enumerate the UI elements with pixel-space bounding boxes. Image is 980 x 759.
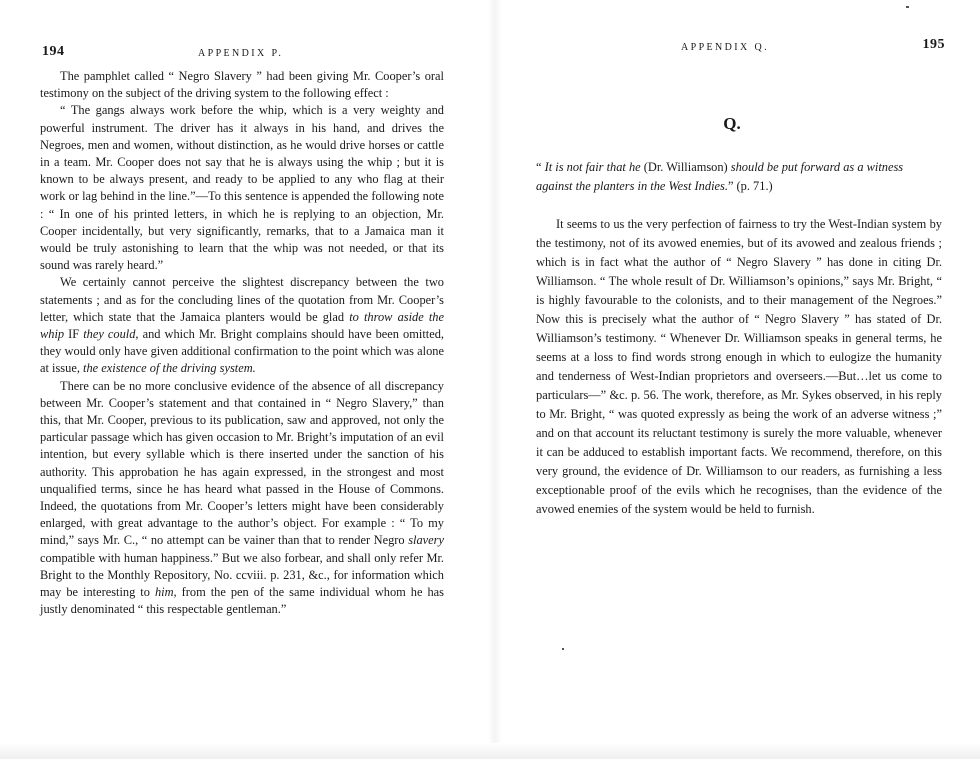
italic-text-run: should be put forward as a witness against the planters in the West Indies. — [536, 160, 904, 193]
page-number-right: 195 — [922, 37, 945, 52]
text-run: compatible with human happiness.” But we also forbear, and shall only refer Mr. Bright to the Monthly Repository, No. ccviii. p. 231, &c., for information which may be interesting to — [40, 550, 444, 600]
text-run: There can be no more conclusive evidence of the absence of all discrepancy between Mr. Cooper’s statement and that contained in “ Negro Slavery,” than this, that Mr. Cooper, previous to its publication, saw and approved, not only the particular passage which has given occasion to Mr. Bright’s imputation of an evil intention, but every syllable which is there inserted under the sanction of his authority. This approbation he has again expressed, in the strongest and most unqualified terms, since he has heard what passed in the House of Commons. Indeed, the quotations from Mr. Cooper’s letters might have been considerably enlarged, with great advantage to the author’s object. For example : “ To my mind,” says Mr. C., “ no attempt can be vainer than that to render Negro — [40, 378, 444, 548]
text-run: ” (p. 71.) — [727, 179, 773, 193]
scan-speck — [906, 6, 909, 8]
right-page-body — [536, 215, 942, 519]
left-page-header — [40, 38, 444, 68]
running-head-left: APPENDIX P. — [198, 48, 284, 59]
page-number-left: 194 — [42, 44, 65, 59]
block-quote-paragraph — [40, 102, 444, 274]
text-run: The pamphlet called “ Negro Slavery ” had been giving Mr. Cooper’s oral testimony on the subject of the driving system to the following effect : — [40, 69, 444, 101]
italic-text-run: It is not fair that he — [544, 160, 641, 174]
scan-speck — [562, 648, 564, 650]
paragraph — [40, 68, 444, 102]
paragraph — [40, 274, 444, 377]
text-run: and which Mr. Bright complains should have been omitted, they would only have given additional confirmation to the point which was alone at issue, — [40, 327, 444, 376]
left-page — [40, 0, 444, 740]
text-run: IF — [64, 327, 84, 342]
text-run: It seems to us the very perfection of fairness to try the West-Indian system by the testimony, not of its avowed enemies, but of its avowed and zealous friends ; which is in fact what the author of “ Negro Slavery ” has done in citing Dr. Williamson. “ The whole result of Dr. Williamson’s opinions,” says Mr. Bright, “ is highly favourable to the colonists, and to their management of the Negroes.” Now this is precisely what the author of “ Negro Slavery ” has stated of Dr. Williamson’s testimony. “ Whenever Dr. Williamson speaks in general terms, he seems at a loss to find words strong enough in which to eulogize the humanity and tenderness of West-Indian proprietors and overseers.—But…let us come to particulars—” &c. p. 56. The work, therefore, as Mr. Sykes observed, in his reply to Mr. Bright, “ was quoted expressly as being the work of an adverse witness ;” and on that account its reluctant testimony is surely the more valuable, whenever it can be adduced to establish important facts. We recommend, therefore, on this very ground, the evidence of Dr. Williamson to our readers, as furnishing a less exceptionable proof of the evils which he recognises, than the evidence of the avowed enemies of the system would be held to furnish. — [536, 217, 942, 516]
italic-text-run: slavery — [408, 533, 444, 548]
scan-edge-shadow — [0, 743, 980, 759]
italic-text-run: the existence of the driving system. — [83, 361, 256, 376]
paragraph — [40, 378, 444, 619]
section-heading: Q. — [723, 114, 741, 133]
epigraph-quote — [536, 158, 942, 196]
text-run: “ The gangs always work before the whip, which is a very weighty and powerful instrument. The driver has it always in his hand, and drives the Negroes, men and women, without distinction, as he would drive horses or cattle in a team. Mr. Cooper does not say that he is always using the whip ; but it is known to be always present, and ready to be applied to any who flag at their work or lag behind in the line.”—To this sentence is appended the following note : “ In one of his printed letters, in which he is replying to an objection, Mr. Cooper incidentally, but very significantly, remarks, that to a Jamaica man it would be truly astonishing to learn that the whip was not needed, or that its sound was rarely heard.” — [40, 103, 444, 273]
italic-text-run: to throw aside the whip — [40, 309, 444, 342]
text-run: “ — [536, 160, 545, 174]
right-page — [536, 0, 945, 740]
italic-text-run: him, — [154, 585, 177, 600]
text-run: (Dr. Williamson) — [640, 160, 731, 174]
right-page-header — [536, 37, 945, 68]
italic-text-run: they could, — [83, 327, 139, 342]
left-page-body — [40, 68, 444, 619]
text-run: from the pen of the same individual whom he has justly denominated “ this respectable gentleman.” — [40, 585, 444, 617]
book-gutter — [488, 0, 502, 759]
paragraph — [536, 215, 942, 519]
running-head-right: APPENDIX Q. — [681, 42, 770, 53]
text-run: We certainly cannot perceive the slightest discrepancy between the two statements ; and as for the concluding lines of the quotation from Mr. Cooper’s letter, which state that the Jamaica planters would be glad — [40, 275, 444, 324]
